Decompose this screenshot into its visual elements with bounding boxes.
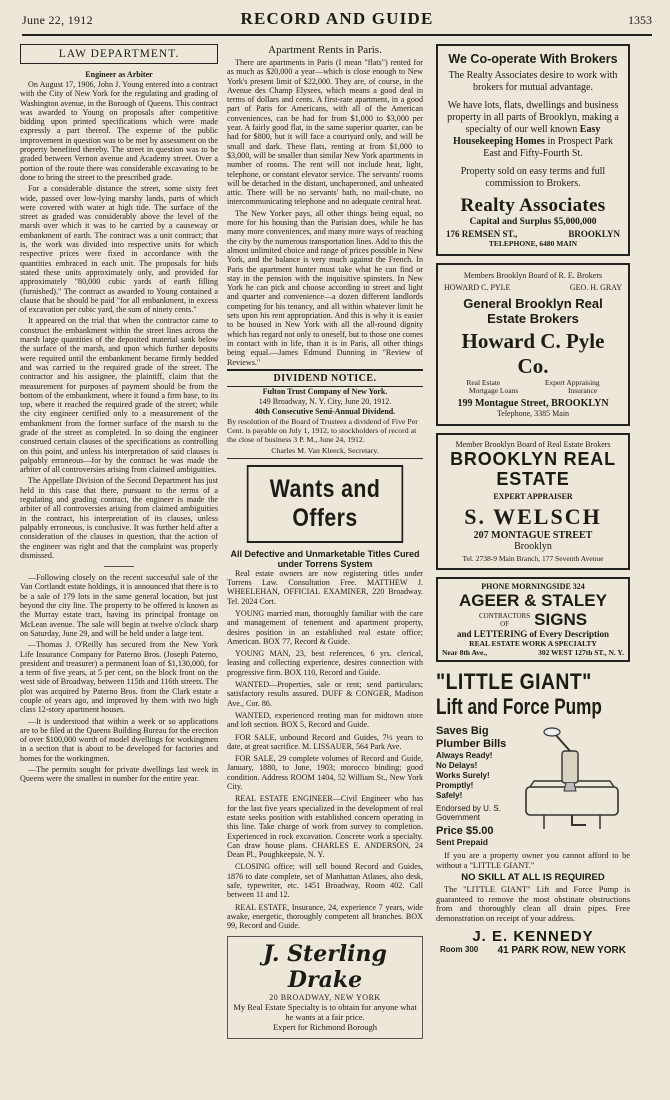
news-item: —The permits sought for private dwellings last week in Queens were the smallest in number for the entire year. xyxy=(20,765,218,784)
ad-address: 20 BROADWAY, NEW YORK xyxy=(269,993,381,1003)
dividend-address: 149 Broadway, N. Y. City, June 20, 1912. xyxy=(258,396,392,406)
howard-pyle-ad xyxy=(436,263,630,426)
ad-text: Expert for Richmond Borough xyxy=(272,1022,378,1033)
column-law xyxy=(20,44,218,1090)
column-ads xyxy=(436,44,630,1054)
classified-ad: REAL ESTATE, Insurance, 24, experience 7 years, wide awake, energetic, thoroughly competent all branches. BOX 99, Record and Guide. xyxy=(227,902,423,931)
ad-telephone: Tel. 2738-9 Main Branch, 177 Seventh Avenue xyxy=(462,554,604,563)
ad-text: and LETTERING of Every Description xyxy=(456,629,609,639)
article-paragraph: For a considerable distance the street, some sixty feet wide, passed over low-lying marshy lands, parts of which were covered with water at high tide. The surface of the street as graded was considerably above the level of the marsh over which it was to be carried by a causeway or embankment of earth. The contract was a unit contract; that is, the work was divided into respective units for which respective prices were fixed in accordance with the quantities embraced in each unit. The proposals for bids stated these units approximately only, and provided for approximately "80,000 cubic yards of earth filling (furnished)." The contract as awarded to Young contained a clause that he should be paid "for all embankment, in excess of excavation per cubic yard, the sum of ninety cents." xyxy=(20,184,218,315)
ad-address: 176 REMSEN ST., BROOKLYN xyxy=(446,229,620,239)
ad-text: We have lots, flats, dwellings and business property in all parts of Brooklyn, making a specialty of our well known Easy Housekeeping Homes in Prospect Park East and Fifty-Fourth St. xyxy=(447,100,619,159)
ad-text: Members Brooklyn Board of R. E. Brokers xyxy=(463,271,603,280)
company-name: Realty Associates xyxy=(460,195,606,216)
benefit-item: No Delays! xyxy=(436,761,478,770)
pump-cylinder xyxy=(562,751,578,783)
ad-text: Saves Big Plumber Bills xyxy=(436,725,507,750)
hand-grip xyxy=(544,728,560,736)
column-middle xyxy=(227,44,423,1090)
ad-telephone: TELEPHONE, 6480 MAIN xyxy=(488,239,578,248)
company-name: Howard C. Pyle Co. xyxy=(461,329,605,378)
pump-cup xyxy=(564,783,576,791)
ad-address: 199 Montague Street, BROOKLYN xyxy=(457,398,609,409)
welsch-ad xyxy=(436,433,630,570)
company-name: J. E. KENNEDY xyxy=(472,927,594,945)
classified-ad: REAL ESTATE ENGINEER—Civil Engineer who has for the last five years specialized in the development of real estate seeks position with established concern operating in this line. Take charge of work from survey to completion. Experienced in rock excavation. Concrete work a specialty. Can draw house plans. CHARLES E. ANDERSON, 24 Dean Pl., Poughkeepsie, N. Y. xyxy=(227,794,423,860)
ad-address: Near 8th Ave., 302 WEST 127th ST., N. Y. xyxy=(442,648,624,657)
publication-title: RECORD AND GUIDE xyxy=(240,9,434,28)
dividend-text: By resolution of the Board of Trustees a dividend of Five Per Cent. is payable on July 1, 1912, to stockholders of record at the close of business 3 P. M., June 24, 1912. xyxy=(227,416,418,444)
ad-headline: General Brooklyn Real Estate Brokers xyxy=(463,296,603,326)
sterling-drake-ad xyxy=(227,936,423,1039)
signs-word: SIGNS xyxy=(534,610,588,629)
classified-ad: YOUNG MAN, 23, best references, 6 yrs. clerical, leasing and collecting experience, desires connection with progressive firm. BOX 110, Record and Guide. xyxy=(227,649,423,677)
page-header xyxy=(22,8,652,36)
classified-ad: FOR SALE, unbound Record and Guides, 7½ years to date, at great sacrifice. M. LISSAUER, 564 Park Ave. xyxy=(227,732,423,751)
issue-date: June 22, 1912 xyxy=(22,13,93,27)
benefit-item: Safely! xyxy=(436,791,463,800)
ad-address: 207 MONTAGUE STREET xyxy=(473,530,593,541)
article-paragraph: The Appellate Division of the Second Department has just held in this case that there, pursuant to the terms of a regulating and grading contract, the engineer is made the arbiter of all controversies arising from claimed ambiguities in the contract, his interpretation of its clauses, unless palpably erroneous, is conclusive. It was further held after a consideration of the clauses in question, that the action of the engineer was right and that the complaint was properly dismissed. xyxy=(20,476,218,560)
drain-pipe xyxy=(572,815,586,825)
little-giant-ad xyxy=(436,670,630,956)
price-label: Price $5.00 xyxy=(436,825,494,837)
wants-and-offers-banner: Wants and Offers xyxy=(247,465,403,543)
services-row: Mortgage Loans Insurance xyxy=(468,386,598,395)
ad-subheading: NO SKILL AT ALL IS REQUIRED xyxy=(461,872,605,884)
classified-list xyxy=(227,569,423,931)
ad-telephone: PHONE MORNINGSIDE 324 xyxy=(481,582,585,591)
pump-illustration xyxy=(514,725,630,837)
news-item: —Following closely on the recent successful sale of the Van Cortlandt estate holdings, it is announced that there is to be a sale of 179 lots in the same general location, but just beyond the city line. The property to be offered is known as the Murray estate tract, having its principal frontage on McLean avenue. The sale will begin at twelve o'clock sharp on Saturday, June 29, and will be held under a large tent. xyxy=(20,573,218,638)
ad-headline: We Co-operate With Brokers xyxy=(448,52,618,66)
company-name: AGEER & STALEY xyxy=(459,591,607,610)
page-number: 1353 xyxy=(628,13,652,27)
realty-associates-ad xyxy=(436,44,630,256)
ad-text: Sent Prepaid xyxy=(436,837,488,847)
dividend-signature: Charles M. Van Kleeck, Secretary. xyxy=(271,445,379,455)
article-paragraph: On August 17, 1906, John J. Young entered into a contract with the City of New York for the regulating and grading of Washington avenue, in the Borough of Queens. This contract was awarded to Young on proposals after competitive bidding upon printed specifications which were made expressly a part thereof. The expense of the public improvement in question was to be met by assessment on the property benefited thereby. The street in question was to be graded between Vernon avenue and Academy street. Over a portion of the route there was considerable excavating to be done to bring the street to the prescribed grade. xyxy=(20,80,218,182)
article-paragraph: It appeared on the trial that when the contractor came to construct the embankment within the street lines across the marsh large quantities of the deposited material sank below the surface of the marsh, and upon which further deposits were required until the embankment became firmly bedded and was carried to the required grade of the street. The contractor and his assignee, the plaintiff, claim that the measurement for purposes of payment should be from the bottom of the embankment, where it found a firm base, to its top, where it reached the required grade of the street; while the city engineer certified only to a measurement of the embankment from the former surface of the marsh to the grade of the street as completed. In so doing the engineer construed certain clauses of the specifications as controlling on this point, and unless his interpretation of said clauses is palpably erroneous—for by the contract he was made the arbiter of all controversies arising from claimed ambiguities. xyxy=(20,316,218,475)
company-name: S. WELSCH xyxy=(464,504,602,529)
ad-text: Member Brooklyn Board of Real Estate Brokers xyxy=(455,440,611,449)
benefit-item: Always Ready! xyxy=(436,751,493,760)
article-paragraph: There are apartments in Paris (I mean "flats") rented for as much as $20,000 a year—which is close enough to New York's present limit of $22,000. They are, of course, in the Avenue des Champ Elysees, which means a good deal in terms of dollars and cents. A first-rate apartment, in a good part of Paris for Americans, with all of the American conveniences, can be had for from $1,000 to $3,000 per year. A fairly good flat, in the same superior quarter, can be had for $800, but it will face a courtyard only, and will be small and dark. These flats, renting at from $1,000 to $3,000, will be smaller than similar New York apartments in number of rooms. The rent will not include heat, light, telephone, or constant elevator service. The servants' rooms will be detached in the distant, unchaperoned, and unheated attic. There will be no servants' bath, no mail-chute, no intercommunicating telephone and no adequate central heat. xyxy=(227,58,423,207)
classified-ad: YOUNG married man, thoroughly familiar with the care and management of tenement and apartment property, desires position in an established real estate office; American. BOX 77, Record & Guide. xyxy=(227,608,423,646)
classified-ad: WANTED, experienced renting man for midtown store and loft section. BOX 5, Record and Guide. xyxy=(227,710,423,730)
ad-address: Room 300 41 PARK ROW, NEW YORK xyxy=(440,944,626,956)
news-item: —Thomas J. O'Reilly has secured from the New York Life Insurance Company for Paterno Bros. (Joseph Paterno, president and treasurer) a permanent loan of $1,130,000, for a term of five years, at 5 per cent, on the block front on the west side of Broadway, between 115th and 116th streets. The plot was acquired by Paterno Bros. from the Clark estate a couple of years ago, and improved by them with two high class 12-story apartment houses. xyxy=(20,640,218,715)
ad-headline: "LITTLE GIANT" xyxy=(436,669,592,694)
article-subheading: Engineer as Arbiter xyxy=(85,70,153,79)
benefit-item: Works Surely! xyxy=(436,771,490,780)
classified-ad: Real estate owners are now registering titles under Torrens Law. Consultation Free. MATTHEW J. WHEELEHAN, OFFICIAL EXAMINER, 220 Broadway. Tel. 2024 Cort. xyxy=(227,568,423,606)
news-item: —It is understood that within a week or so applications are to be filed at the Queens Building Bureau for the erection of over $100,000 worth of model dwellings for workingmen in a section that is about to be developed for factories and homes for the workingmen. xyxy=(20,716,218,763)
services-row: Real Estate Expert Appraising xyxy=(466,378,600,387)
ad-text: Property sold on easy terms and full commission to Brokers. xyxy=(460,166,606,189)
ad-text: REAL ESTATE WORK A SPECIALTY xyxy=(469,639,597,648)
divider xyxy=(104,566,134,567)
classified-ad: FOR SALE, 29 complete volumes of Record and Guide, January, 1880, to June, 1903; morocco binding; good condition. Address ROOM 1404, 52 William St., New York City. xyxy=(227,754,423,792)
signature-logo: J. Sterling Drake xyxy=(263,941,387,994)
ad-text: The "LITTLE GIANT" Lift and Force Pump is guaranteed to remove the most obstinate obstructions from and thoroughly clean all drain pipes. Free demonstration on receipt of your address. xyxy=(436,885,630,923)
ad-text: EXPERT APPRAISER xyxy=(493,492,573,501)
ad-telephone: Telephone, 3385 Main xyxy=(496,409,570,418)
ad-headline: Lift and Force Pump xyxy=(436,694,602,719)
ad-text: My Real Estate Specialty is to obtain for anyone what he wants at a fair price. xyxy=(233,1002,417,1023)
classified-ad: WANTED—Properties, sale or rent; send particulars; satisfactory results assured. DUFF & CONGER, Madison Ave., Cor. 86. xyxy=(227,680,423,708)
ad-text: The Realty Associates desire to work with brokers for mutual advantage. xyxy=(448,70,618,93)
classified-ad: CLOSING office; will sell bound Record and Guides, 1876 to date complete, set of Manhattan Atlases, also desk, safe, typewriter, etc. 1451 Broadway, Room 402. Call between 11 and 12. xyxy=(227,862,423,900)
ad-city: Brooklyn xyxy=(514,541,552,552)
dividend-heading: DIVIDEND NOTICE. xyxy=(227,369,423,387)
capital-line: Capital and Surplus $5,000,000 xyxy=(469,217,597,227)
ad-text: Endorsed by U. S. Government xyxy=(436,804,501,822)
article-paragraph: The New Yorker pays, all other things being equal, no more for his housing than the Parisian does, while he has many more conveniences, and many more ways of reaching the city by the numerous transportation lines. Add to this the almost unlimited choice and range of prices possible in New York, and the balance is very much against the French. In Paris the apartment hunter must take what he can find or stay in the pension with the inquisitive spinsters. In New York he can pick and choose according to street and light and quarter and convenience—a dozen different landlords competing for his tenancy, and all within whatever limit he sets upon his rent appropriation. And this is why it is easier to be housed in New York with all the all-round dignity which has regard not only to oneself, but to those one comes in contact with in life, than it is in Paris, all other things being equal.—James Edmund Dunning in "Review of Reviews." xyxy=(227,208,423,367)
ad-headline: BROOKLYN REAL ESTATE xyxy=(450,449,616,489)
divider xyxy=(227,458,423,459)
ad-text: If you are a property owner you cannot afford to be without a "LITTLE GIANT." xyxy=(436,851,630,870)
ageer-staley-ad: PHONE MORNINGSIDE 324 AGEER & STALEY CONTRACTORS OF SIGNS and LETTERING of Every Description REAL ESTATE WORK A SPECIALTY Near 8th Ave., 302 WEST 127th ST., N. Y. xyxy=(436,577,630,662)
article-heading: Apartment Rents in Paris. xyxy=(268,44,382,56)
law-department-heading: LAW DEPARTMENT. xyxy=(20,44,218,64)
dividend-company: Fulton Trust Company of New York. xyxy=(262,386,388,396)
benefit-item: Promptly! xyxy=(436,781,474,790)
dividend-subheading: 40th Consecutive Semi-Annual Dividend. xyxy=(254,406,396,416)
partner-names: HOWARD C. PYLE GEO. H. GRAY xyxy=(444,283,622,292)
classified-heading: All Defective and Unmarketable Titles Cured under Torrens System xyxy=(230,548,420,569)
